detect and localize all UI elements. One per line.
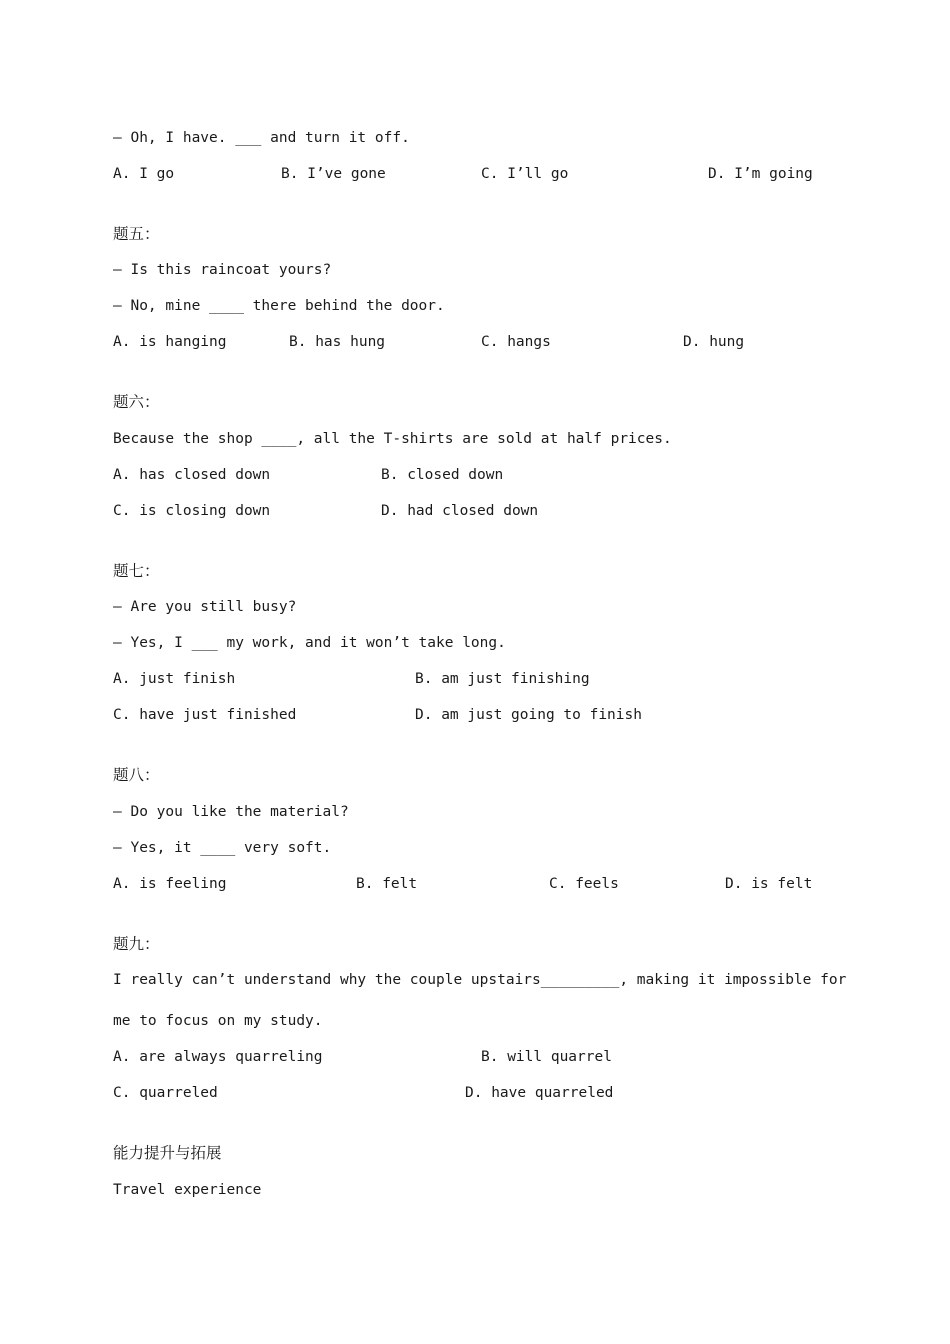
q9-title: 题九： xyxy=(113,935,160,953)
q9-line1: I really can’t understand why the couple upstairs_________, making it impossible for xyxy=(113,972,847,988)
q8-line1: — Do you like the material? xyxy=(113,804,349,820)
q5-line1: — Is this raincoat yours? xyxy=(113,262,332,278)
q4-option-a: A. I go xyxy=(113,166,175,182)
q5-option-a: A. is hanging xyxy=(113,334,227,350)
q8-option-c: C. feels xyxy=(549,876,619,892)
q7-option-b: B. am just finishing xyxy=(415,671,590,687)
q4-option-b: B. I’ve gone xyxy=(281,166,386,182)
q6-line1: Because the shop ____, all the T-shirts are sold at half prices. xyxy=(113,431,672,447)
section-title: 能力提升与拓展 xyxy=(113,1144,222,1162)
q9-option-d: D. have quarreled xyxy=(465,1085,614,1101)
q6-option-a: A. has closed down xyxy=(113,467,271,483)
q5-option-b: B. has hung xyxy=(289,334,386,350)
q8-option-d: D. is felt xyxy=(725,876,813,892)
q7-line1: — Are you still busy? xyxy=(113,599,297,615)
q8-option-a: A. is feeling xyxy=(113,876,227,892)
q4-line: — Oh, I have. ___ and turn it off. xyxy=(113,130,410,146)
q9-option-a: A. are always quarreling xyxy=(113,1049,323,1065)
q4-option-d: D. I’m going xyxy=(708,166,813,182)
q7-option-d: D. am just going to finish xyxy=(415,707,642,723)
q8-line2: — Yes, it ____ very soft. xyxy=(113,840,332,856)
q5-title: 题五： xyxy=(113,225,160,243)
q5-option-d: D. hung xyxy=(683,334,745,350)
q6-option-c: C. is closing down xyxy=(113,503,271,519)
q4-option-c: C. I’ll go xyxy=(481,166,569,182)
q9-line2: me to focus on my study. xyxy=(113,1013,323,1029)
q9-option-c: C. quarreled xyxy=(113,1085,218,1101)
q5-line2: — No, mine ____ there behind the door. xyxy=(113,298,445,314)
q8-option-b: B. felt xyxy=(356,876,418,892)
q8-title: 题八： xyxy=(113,766,160,784)
q7-option-a: A. just finish xyxy=(113,671,236,687)
q7-option-c: C. have just finished xyxy=(113,707,297,723)
q7-line2: — Yes, I ___ my work, and it won’t take long. xyxy=(113,635,506,651)
q9-option-b: B. will quarrel xyxy=(481,1049,612,1065)
q5-option-c: C. hangs xyxy=(481,334,551,350)
section-subtitle: Travel experience xyxy=(113,1182,262,1198)
q6-title: 题六： xyxy=(113,393,160,411)
q6-option-b: B. closed down xyxy=(381,467,504,483)
q7-title: 题七： xyxy=(113,562,160,580)
q6-option-d: D. had closed down xyxy=(381,503,539,519)
